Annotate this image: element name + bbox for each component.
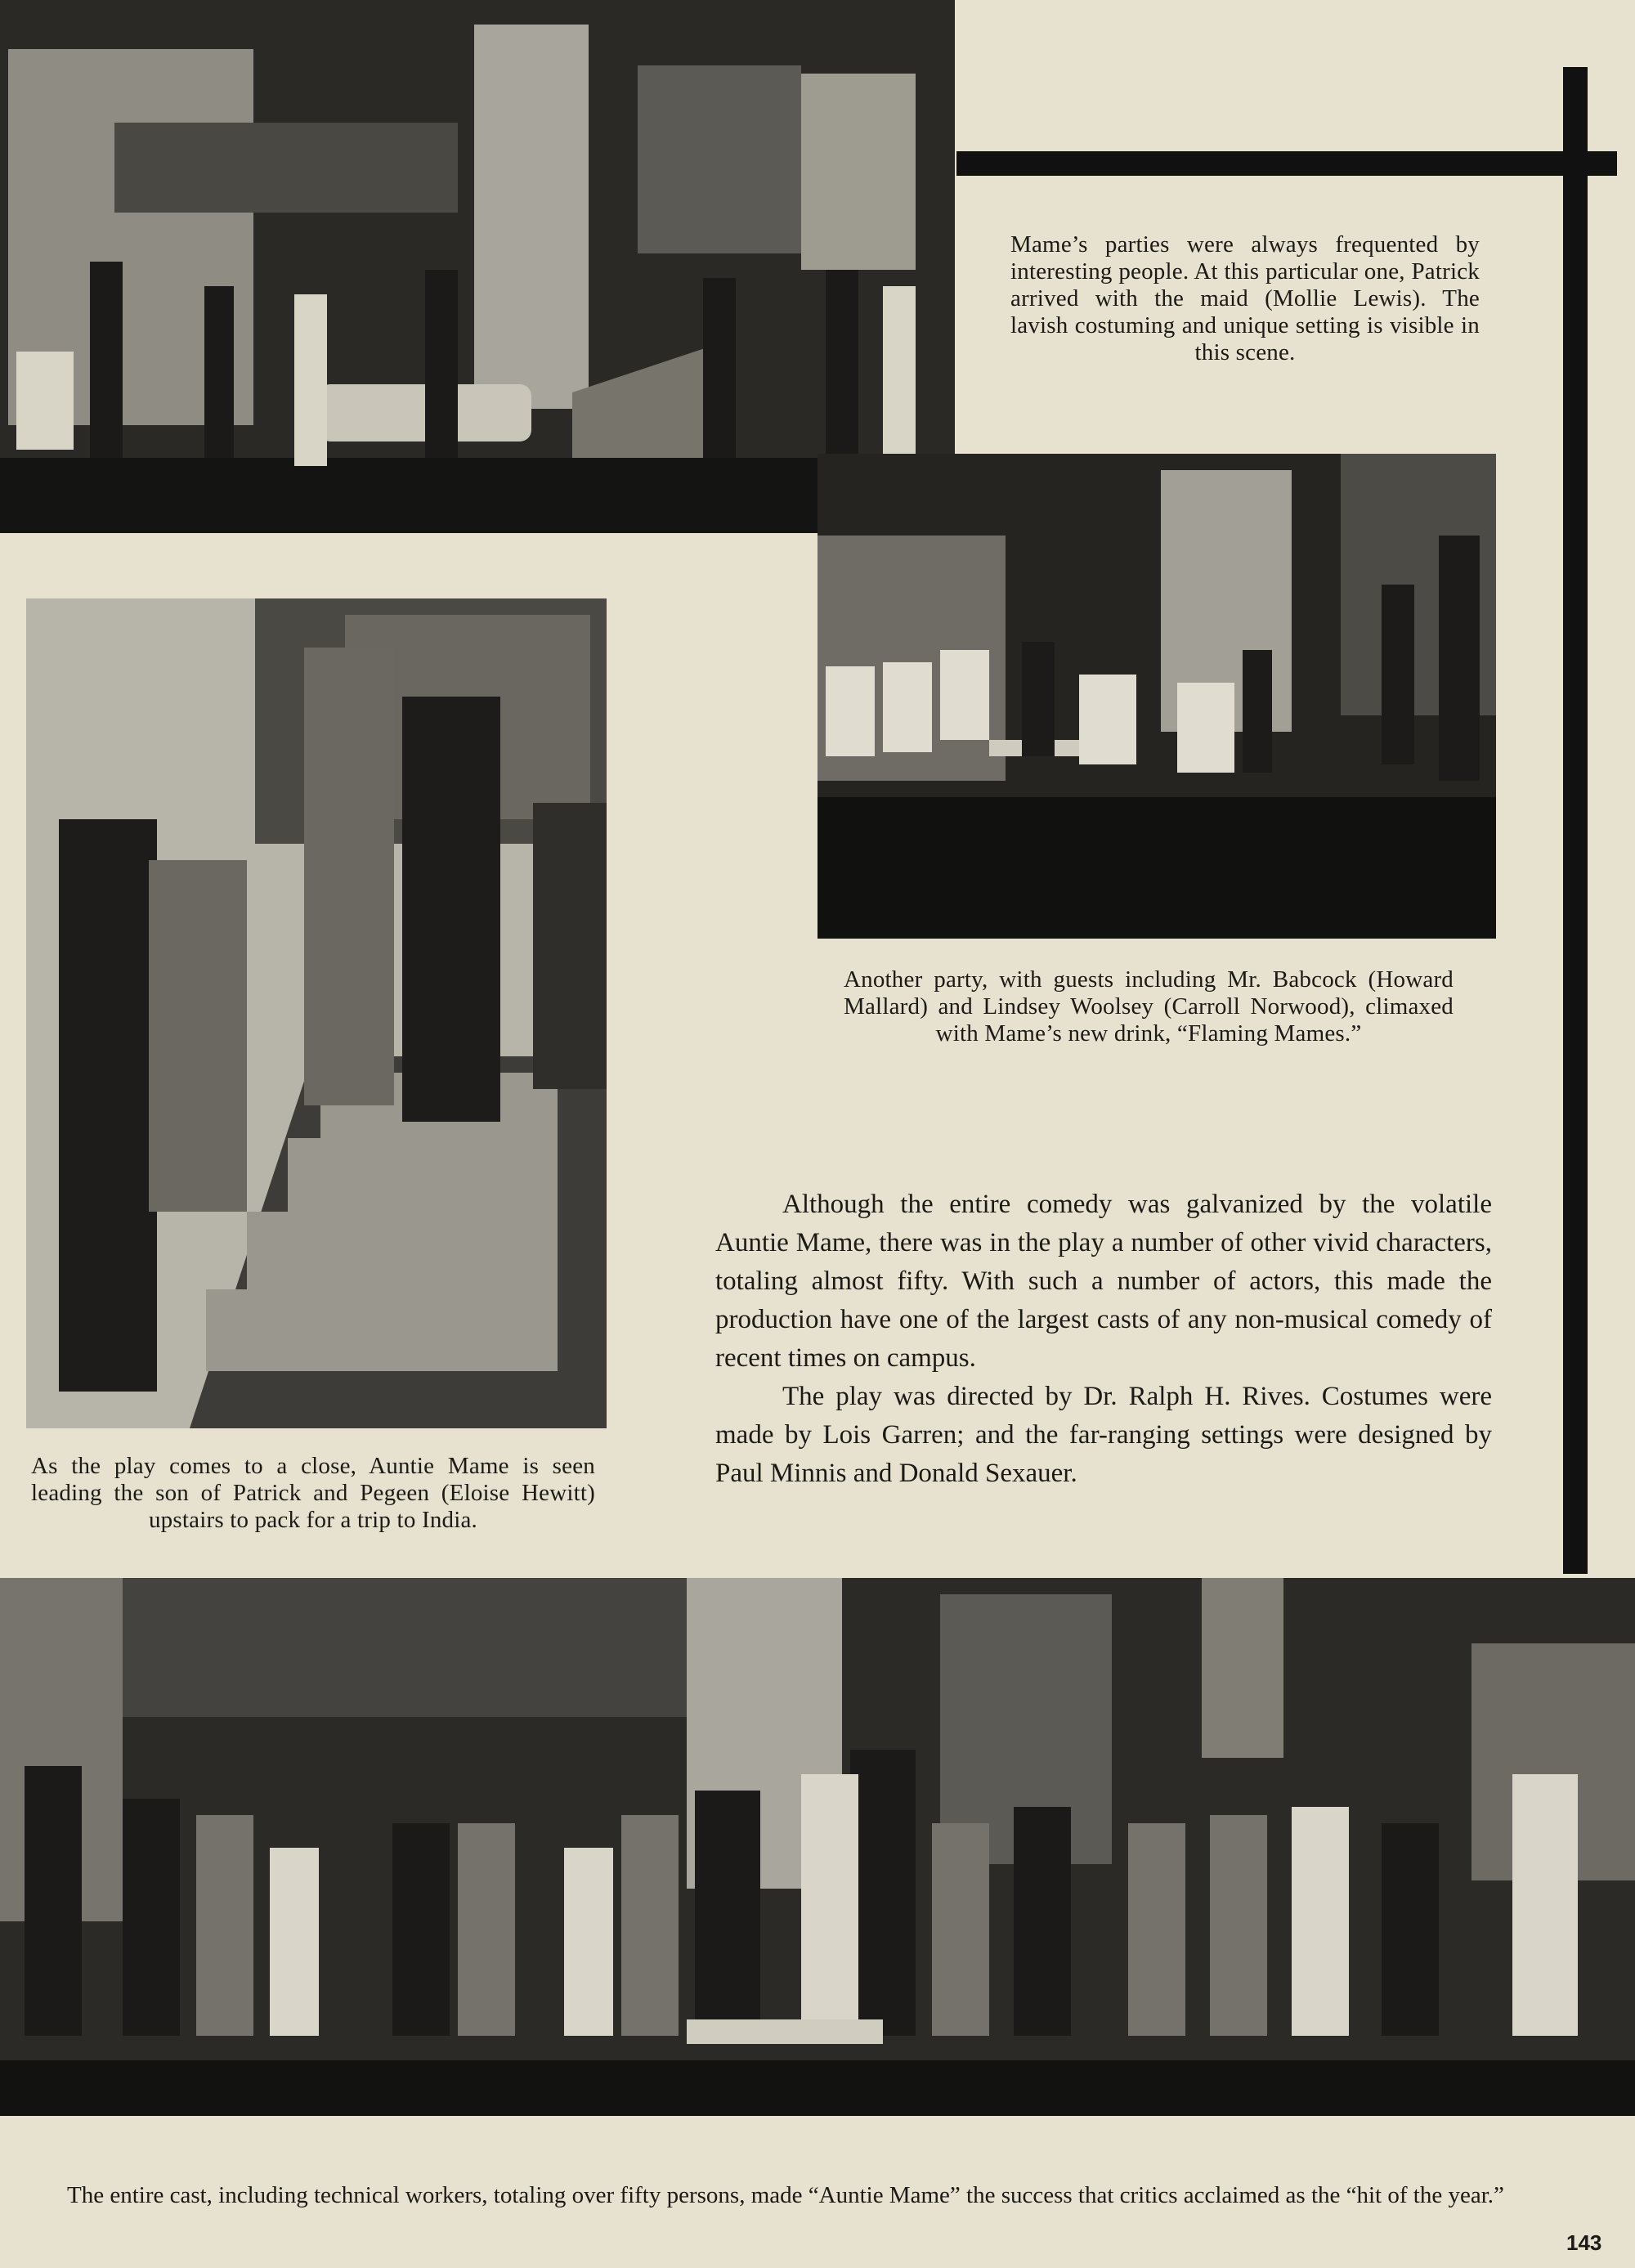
horizontal-rule — [956, 151, 1617, 176]
party-scene-photo — [0, 0, 955, 533]
vertical-rule — [1563, 67, 1588, 1574]
article-paragraph-2: The play was directed by Dr. Ralph H. Rives. Costumes were made by Lois Garren; and the far-ranging settings were designed by Paul Minnis and Donald Sexauer. — [715, 1382, 1492, 1488]
entire-cast-photo — [0, 1578, 1635, 2116]
article-paragraph-1: Although the entire comedy was galvanized by the volatile Auntie Mame, there was in the play a number of other vivid characters, totaling almost fifty. With such a number of actors, this made the production have one of the largest casts of any non-musical comedy of recent times on campus. — [715, 1190, 1492, 1373]
staircase-scene-illustration — [26, 598, 607, 1428]
party-scene-illustration — [0, 0, 955, 533]
flaming-mames-party-photo — [818, 454, 1496, 939]
flaming-mames-party-illustration — [818, 454, 1496, 939]
page-number: 143 — [1566, 2230, 1602, 2255]
entire-cast-caption: The entire cast, including technical workers, totaling over fifty persons, made “Auntie Mame” the success that critics acclaimed as the “hit of the year.” — [67, 2182, 1504, 2208]
party-scene-caption: Mame’s parties were always frequented by interesting people. At this particular one, Patrick arrived with the maid (Mollie Lewis). The lavish costuming and unique setting is visible in this scene. — [1010, 231, 1480, 365]
article-body — [715, 1186, 1492, 1493]
staircase-caption: As the play comes to a close, Auntie Mame is seen leading the son of Patrick and Pegeen (Eloise Hewitt) upstairs to pack for a trip to India. — [31, 1453, 595, 1533]
entire-cast-illustration — [0, 1578, 1635, 2116]
staircase-scene-photo — [26, 598, 607, 1428]
flaming-mames-caption: Another party, with guests including Mr. Babcock (Howard Mallard) and Lindsey Woolsey (Carroll Norwood), climaxed with Mame’s new drink, “Flaming Mames.” — [844, 966, 1454, 1047]
